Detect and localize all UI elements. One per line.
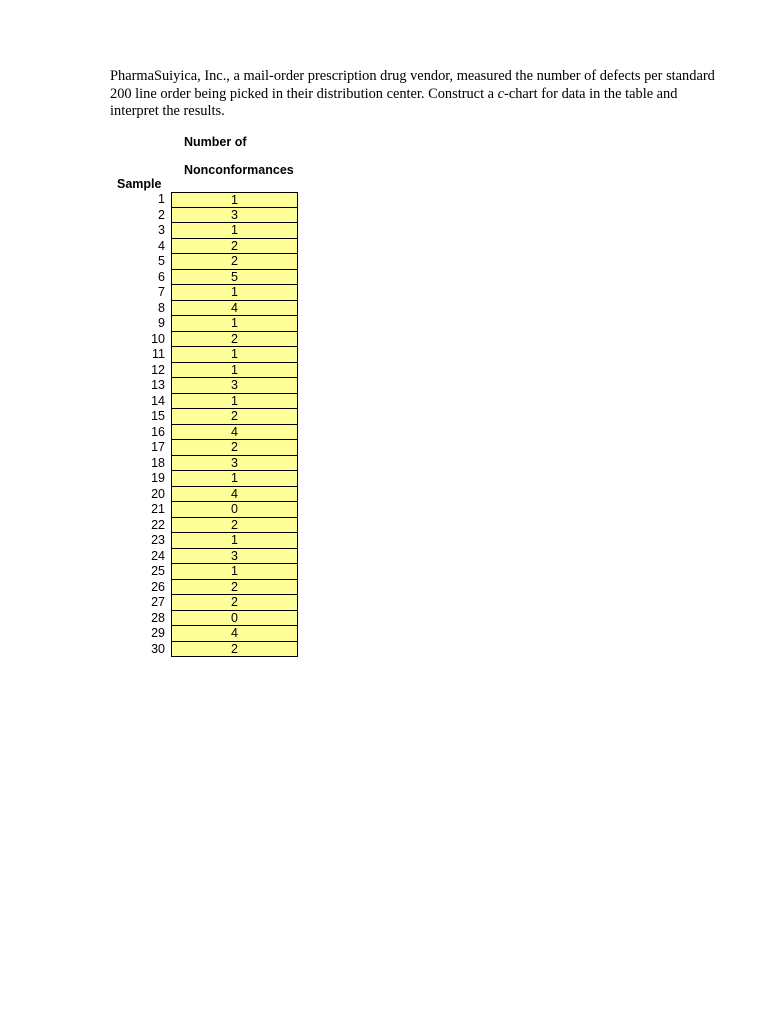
nonconformance-value-cell[interactable]: 1 bbox=[171, 564, 298, 580]
sample-number-cell: 28 bbox=[151, 610, 165, 625]
sample-number-cell: 9 bbox=[158, 316, 165, 330]
nonconformance-table bbox=[110, 192, 304, 657]
sample-number-cell: 13 bbox=[151, 378, 165, 392]
sample-number-cell: 15 bbox=[151, 409, 165, 423]
sample-number-cell: 22 bbox=[151, 517, 165, 532]
table-row bbox=[110, 347, 304, 363]
table-row bbox=[110, 223, 304, 239]
nonconformance-value-cell[interactable]: 2 bbox=[171, 595, 298, 611]
nonconformance-value-cell[interactable]: 2 bbox=[171, 440, 298, 456]
table-row bbox=[110, 208, 304, 224]
nonconformance-value-cell[interactable]: 0 bbox=[171, 611, 298, 627]
sample-number-cell: 2 bbox=[158, 207, 165, 222]
sample-number-cell: 21 bbox=[151, 502, 165, 516]
table-row bbox=[110, 580, 304, 596]
nonconformance-value-cell[interactable]: 2 bbox=[171, 642, 298, 658]
sample-number-cell: 6 bbox=[158, 269, 165, 284]
sample-number-cell: 30 bbox=[151, 641, 165, 656]
column-header-number-of: Number of bbox=[184, 135, 247, 149]
table-row bbox=[110, 285, 304, 301]
sample-number-cell: 27 bbox=[151, 595, 165, 609]
column-header-nonconformances: Nonconformances bbox=[184, 163, 294, 177]
sample-number-cell: 4 bbox=[158, 238, 165, 253]
sample-number-cell: 24 bbox=[151, 548, 165, 563]
nonconformance-value-cell[interactable]: 2 bbox=[171, 580, 298, 596]
nonconformance-value-cell[interactable]: 4 bbox=[171, 301, 298, 317]
table-row bbox=[110, 425, 304, 441]
nonconformance-value-cell[interactable]: 1 bbox=[171, 533, 298, 549]
sample-number-cell: 19 bbox=[151, 471, 165, 485]
table-row bbox=[110, 192, 304, 208]
table-row bbox=[110, 440, 304, 456]
nonconformance-value-cell[interactable]: 2 bbox=[171, 518, 298, 534]
nonconformance-value-cell[interactable]: 3 bbox=[171, 208, 298, 224]
table-row bbox=[110, 456, 304, 472]
table-row bbox=[110, 301, 304, 317]
sample-number-cell: 8 bbox=[158, 300, 165, 315]
problem-text-part1: PharmaSuiyica, Inc., a mail-order prescription drug vendor, measured the number of defects per standard 200 line order being picked in their distribution center. Construct a bbox=[110, 68, 715, 102]
problem-statement bbox=[110, 68, 715, 121]
nonconformance-value-cell[interactable]: 1 bbox=[171, 285, 298, 301]
sample-number-cell: 12 bbox=[151, 362, 165, 377]
nonconformance-value-cell[interactable]: 4 bbox=[171, 626, 298, 642]
nonconformance-value-cell[interactable]: 1 bbox=[171, 316, 298, 332]
nonconformance-value-cell[interactable]: 1 bbox=[171, 347, 298, 363]
sample-number-cell: 11 bbox=[152, 347, 165, 361]
table-row bbox=[110, 642, 304, 658]
sample-number-cell: 29 bbox=[151, 626, 165, 640]
sample-number-cell: 16 bbox=[151, 424, 165, 439]
table-row bbox=[110, 564, 304, 580]
table-row bbox=[110, 549, 304, 565]
nonconformance-value-cell[interactable]: 3 bbox=[171, 456, 298, 472]
sample-number-cell: 3 bbox=[158, 223, 165, 237]
table-row bbox=[110, 626, 304, 642]
sample-number-cell: 1 bbox=[158, 192, 165, 206]
sample-number-cell: 5 bbox=[158, 254, 165, 268]
table-row bbox=[110, 471, 304, 487]
nonconformance-value-cell[interactable]: 1 bbox=[171, 223, 298, 239]
table-row bbox=[110, 316, 304, 332]
table-row bbox=[110, 239, 304, 255]
nonconformance-value-cell[interactable]: 1 bbox=[171, 363, 298, 379]
nonconformance-value-cell[interactable]: 2 bbox=[171, 254, 298, 270]
table-row bbox=[110, 487, 304, 503]
table-row bbox=[110, 363, 304, 379]
column-header-sample: Sample bbox=[117, 177, 162, 191]
sample-number-cell: 18 bbox=[151, 455, 165, 470]
nonconformance-value-cell[interactable]: 3 bbox=[171, 378, 298, 394]
sample-number-cell: 20 bbox=[151, 486, 165, 501]
nonconformance-value-cell[interactable]: 1 bbox=[171, 192, 298, 208]
nonconformance-value-cell[interactable]: 5 bbox=[171, 270, 298, 286]
sample-number-cell: 10 bbox=[151, 331, 165, 346]
nonconformance-value-cell[interactable]: 2 bbox=[171, 409, 298, 425]
nonconformance-value-cell[interactable]: 2 bbox=[171, 332, 298, 348]
sample-number-cell: 23 bbox=[151, 533, 165, 547]
nonconformance-value-cell[interactable]: 2 bbox=[171, 239, 298, 255]
sample-number-cell: 17 bbox=[151, 440, 165, 454]
sample-number-cell: 7 bbox=[158, 285, 165, 299]
nonconformance-value-cell[interactable]: 4 bbox=[171, 487, 298, 503]
nonconformance-value-cell[interactable]: 1 bbox=[171, 394, 298, 410]
sample-number-cell: 26 bbox=[151, 579, 165, 594]
table-row bbox=[110, 332, 304, 348]
nonconformance-value-cell[interactable]: 3 bbox=[171, 549, 298, 565]
table-row bbox=[110, 394, 304, 410]
nonconformance-value-cell[interactable]: 4 bbox=[171, 425, 298, 441]
sample-number-cell: 14 bbox=[151, 393, 165, 408]
table-row bbox=[110, 409, 304, 425]
sample-number-cell: 25 bbox=[151, 564, 165, 578]
table-row bbox=[110, 270, 304, 286]
table-row bbox=[110, 533, 304, 549]
problem-text-part2: -chart for data in the table and interpret the results. bbox=[110, 85, 678, 119]
table-row bbox=[110, 378, 304, 394]
nonconformance-value-cell[interactable]: 0 bbox=[171, 502, 298, 518]
table-row bbox=[110, 502, 304, 518]
problem-text-italic: c bbox=[497, 85, 505, 102]
table-row bbox=[110, 595, 304, 611]
nonconformance-value-cell[interactable]: 1 bbox=[171, 471, 298, 487]
table-row bbox=[110, 254, 304, 270]
table-row bbox=[110, 518, 304, 534]
table-row bbox=[110, 611, 304, 627]
